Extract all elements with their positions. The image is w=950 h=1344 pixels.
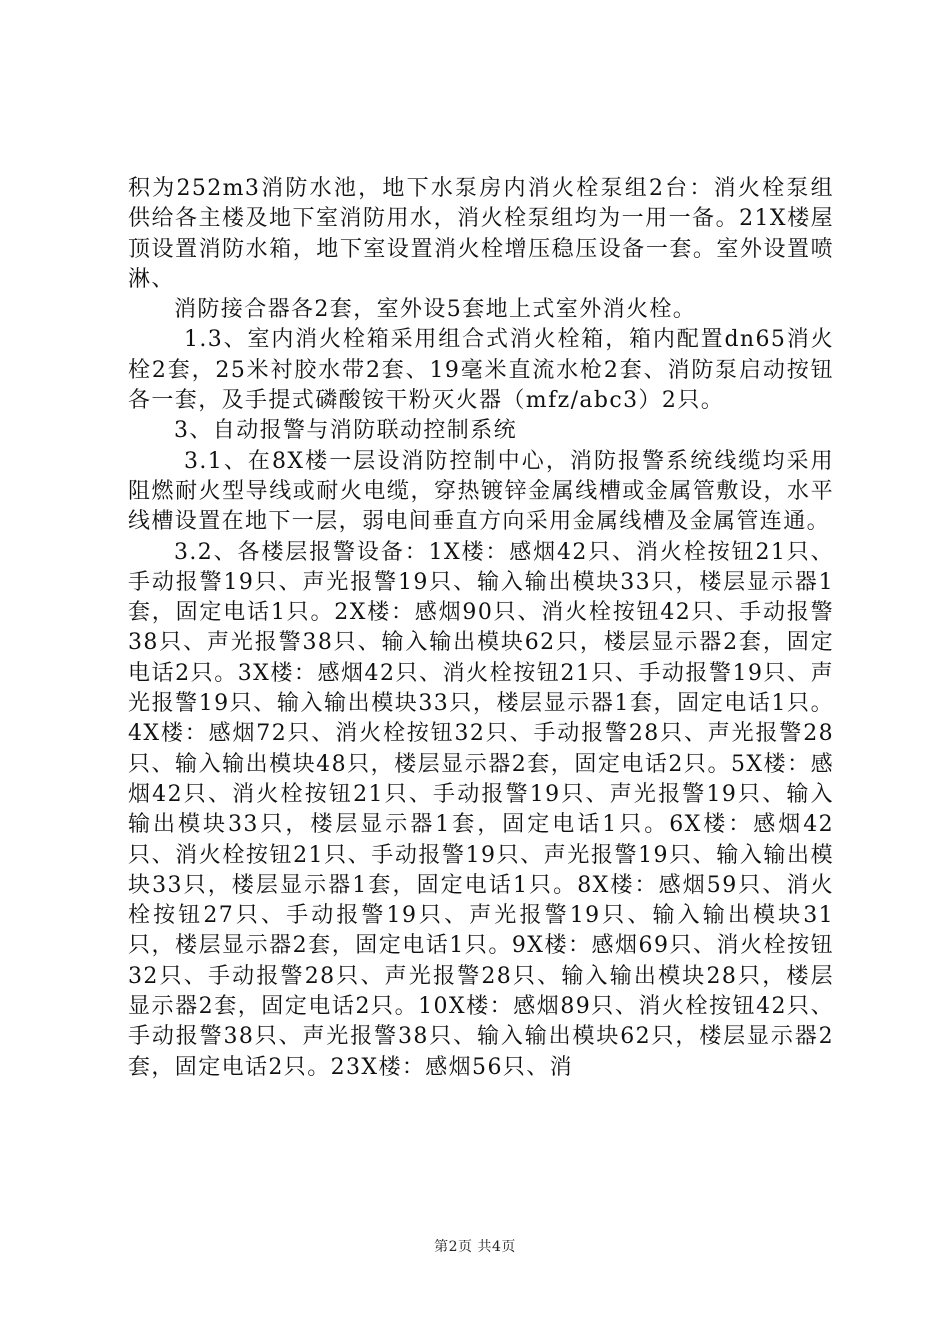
document-body — [128, 174, 834, 1083]
paragraph-connectors: 消防接合器各2套，室外设5套地上式室外消火栓。 — [174, 297, 697, 323]
section-heading-3: 3、自动报警与消防联动控制系统 — [174, 418, 517, 444]
paragraph-section-3-1: 3.1、在8X楼一层设消防控制中心，消防报警系统线缆均采用阻燃耐火型导线或耐火电缆，穿热镀锌金属线槽或金属管敷设，水平线槽设置在地下一层，弱电间垂直方向采用金属线槽及金属管连通。 — [128, 448, 834, 535]
paragraph-section-3-2: 3.2、各楼层报警设备：1X楼：感烟42只、消火栓按钮21只、手动报警19只、声光报警19只、输入输出模块33只，楼层显示器1套，固定电话1只。2X楼：感烟90只、消火栓按钮42只、手动报警38只、声光报警38只、输入输出模块62只，楼层显示器2套，固定电话2只。3X楼：感烟42只、消火栓按钮21只、手动报警19只、声光报警19只、输入输出模块33只，楼层显示器1套，固定电话1只。4X楼：感烟72只、消火栓按钮32只、手动报警28只、声光报警28只、输入输出模块48只，楼层显示器2套，固定电话2只。5X楼：感烟42只、消火栓按钮21只、手动报警19只、声光报警19只、输入输出模块33只，楼层显示器1套，固定电话1只。6X楼：感烟42只、消火栓按钮21只、手动报警19只、声光报警19只、输入输出模块33只，楼层显示器1套，固定电话1只。8X楼：感烟59只、消火栓按钮27只、手动报警19只、声光报警19只、输入输出模块31只，楼层显示器2套，固定电话1只。9X楼：感烟69只、消火栓按钮32只、手动报警28只、声光报警28只、输入输出模块28只，楼层显示器2套，固定电话2只。10X楼：感烟89只、消火栓按钮42只、手动报警38只、声光报警38只、输入输出模块62只，楼层显示器2套，固定电话2只。23X楼：感烟56只、消 — [128, 539, 834, 1080]
paragraph-fire-pool: 积为252m3消防水池，地下水泵房内消火栓泵组2台：消火栓泵组供给各主楼及地下室消防用水，消火栓泵组均为一用一备。21X楼屋顶设置消防水箱，地下室设置消火栓增压稳压设备一套。室外设置喷淋、 — [128, 176, 834, 292]
page-number-footer: 第2页 共4页 — [434, 1239, 516, 1255]
paragraph-section-1-3: 1.3、室内消火栓箱采用组合式消火栓箱，箱内配置dn65消火栓2套，25米衬胶水带2套、19毫米直流水枪2套、消防泵启动按钮各一套，及手提式磷酸铵干粉灭火器（mfz/abc3）2只。 — [128, 327, 834, 414]
